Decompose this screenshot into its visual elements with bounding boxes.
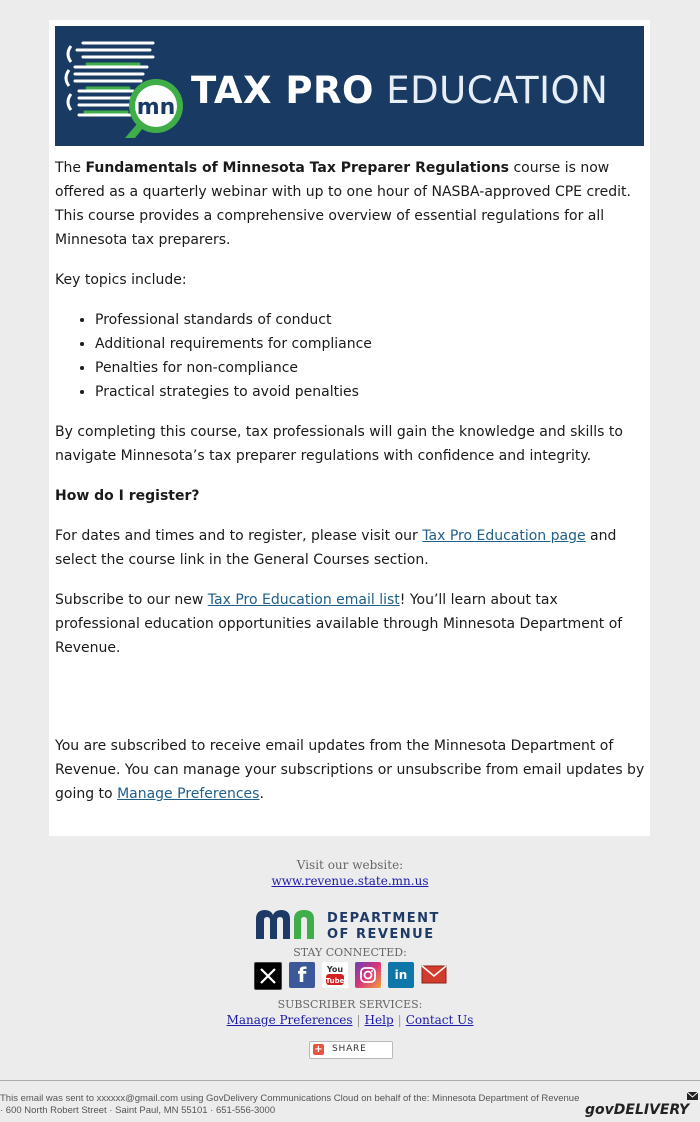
topics-heading: Key topics include:	[55, 272, 187, 288]
visit-website	[0, 857, 700, 889]
share-button[interactable]	[309, 1041, 393, 1059]
stay-connected-label: STAY CONNECTED:	[293, 946, 407, 959]
manage-preferences-link[interactable]: Manage Preferences	[117, 786, 260, 802]
plus-icon: +	[314, 1044, 323, 1055]
fine-print: This email was sent to xxxxxx@gmail.com using GovDelivery Communications Cloud on behalf of the: Minnesota Department of Revenue · 600 North Robert Street · Saint Paul, MN 55101 · 651-556-3000	[0, 1093, 580, 1116]
topics-list	[55, 308, 647, 404]
intro-paragraph: The Fundamentals of Minnesota Tax Preparer Regulations course is now offered as a quarterly webinar with up to one hour of NASBA-approved CPE credit. This course provides a comprehensive overview of essential regulations for all Minnesota tax preparers.	[55, 160, 631, 248]
svg-text:Tube: Tube	[325, 977, 345, 985]
email-body	[55, 156, 647, 676]
website-link[interactable]: www.revenue.state.mn.us	[271, 874, 429, 888]
course-name: Fundamentals of Minnesota Tax Preparer Regulations	[85, 160, 509, 176]
subscription-notice: You are subscribed to receive email updates from the Minnesota Department of Revenue. You can manage your subscriptions or unsubscribe from email updates by going to Manage Preferences.	[55, 738, 645, 802]
mn-badge-text: mn	[136, 95, 176, 120]
footer-divider	[0, 1080, 700, 1081]
email-icon[interactable]	[421, 962, 447, 988]
banner-title-light: EDUCATION	[386, 69, 609, 112]
subscriber-links: Manage Preferences | Help | Contact Us	[226, 1013, 474, 1027]
govdelivery-logo	[584, 1089, 700, 1119]
instagram-icon[interactable]	[355, 962, 381, 988]
email-list-link[interactable]: Tax Pro Education email list	[207, 592, 400, 608]
share-label: SHARE	[332, 1044, 367, 1054]
tax-pro-education-banner	[55, 26, 644, 146]
list-item: • Practical strategies to avoid penalties	[95, 380, 647, 404]
list-item: • Professional standards of conduct	[95, 308, 647, 332]
list-item: • Additional requirements for compliance	[95, 332, 647, 356]
visit-label: Visit our website:	[296, 858, 404, 872]
dept-line1: DEPARTMENT	[327, 911, 440, 926]
subscriber-services-label: SUBSCRIBER SERVICES:	[277, 998, 423, 1011]
help-link[interactable]: Help	[364, 1013, 394, 1027]
subscribe-paragraph: Subscribe to our new Tax Pro Education email list! You’ll learn about tax professional education opportunities available through Minnesota Department of Revenue.	[55, 592, 623, 656]
mn-department-of-revenue-logo[interactable]	[255, 907, 450, 941]
register-paragraph: For dates and times and to register, please visit our Tax Pro Education page and select the course link in the General Courses section.	[55, 528, 617, 568]
facebook-icon[interactable]: f	[289, 962, 315, 988]
banner-title-bold: TAX PRO	[191, 69, 374, 112]
svg-text:You: You	[326, 965, 344, 974]
email-card	[49, 20, 650, 836]
mn-logo-icon	[256, 910, 314, 939]
dept-line2: OF REVENUE	[327, 927, 435, 941]
contact-us-link[interactable]: Contact Us	[405, 1013, 474, 1027]
manage-preferences-footer-link[interactable]: Manage Preferences	[226, 1013, 353, 1027]
linkedin-icon[interactable]: in	[388, 962, 414, 988]
x-icon[interactable]	[254, 962, 282, 990]
list-item: • Penalties for non-compliance	[95, 356, 647, 380]
completion-paragraph: By completing this course, tax professionals will gain the knowledge and skills to navigate Minnesota’s tax preparer regulations with confidence and integrity.	[55, 424, 623, 464]
banner-title	[191, 66, 608, 116]
youtube-icon[interactable]	[322, 962, 348, 988]
govdelivery-text: govDELIVERY	[585, 1102, 690, 1118]
envelope-icon	[687, 1092, 698, 1100]
books-magnifier-logo-icon	[55, 26, 185, 146]
tax-pro-education-page-link[interactable]: Tax Pro Education page	[422, 528, 586, 544]
register-heading: How do I register?	[55, 488, 200, 504]
social-links	[254, 962, 447, 988]
